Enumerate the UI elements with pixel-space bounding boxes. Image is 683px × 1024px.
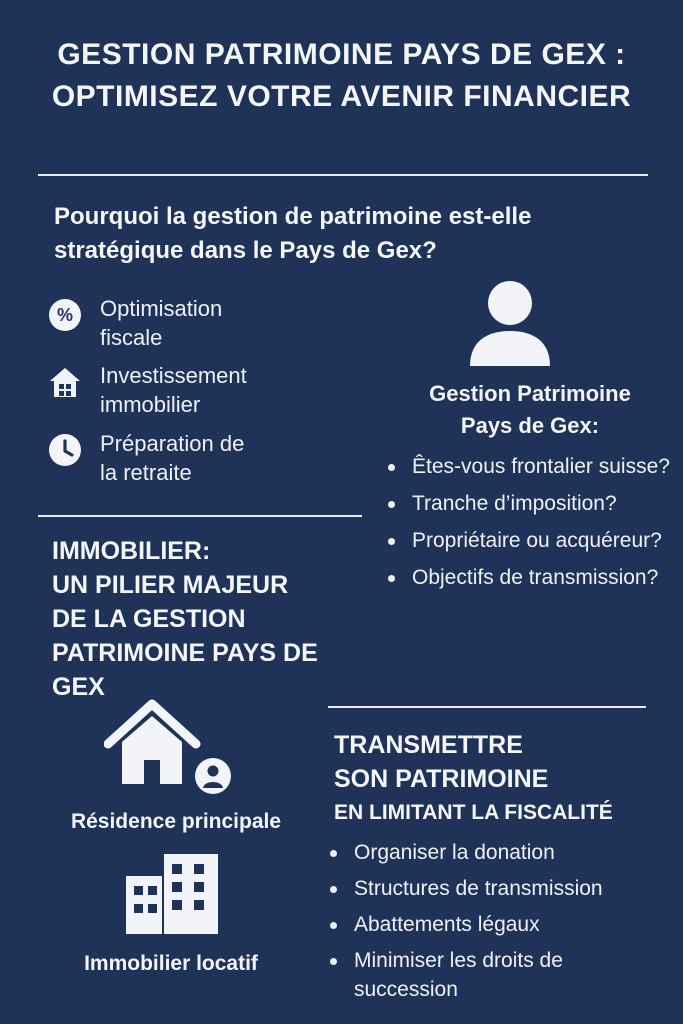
title-line: TRANSMETTRE [334,731,523,759]
feature-item [48,294,308,352]
section-divider [38,515,362,517]
real-estate-title [52,534,372,704]
list-item: Organiser la donation [328,838,673,867]
clock-icon [48,433,82,467]
list-item: Abattements légaux [328,910,673,939]
list-item: Tranche d’imposition? [386,489,676,518]
feature-label-line2: fiscale [100,325,163,350]
profile-questions [386,452,676,600]
list-item: Propriétaire ou acquéreur? [386,526,676,555]
house-icon [48,365,82,399]
percent-icon [48,298,82,332]
title-line: IMMOBILIER: [52,537,211,565]
list-item: Objectifs de transmission? [386,563,676,592]
title-line: EN LIMITANT LA FISCALITÉ [334,801,613,824]
building-icon [124,852,220,934]
page-title: GESTION PATRIMOINE PAYS DE GEX : OPTIMISEZ VOTRE AVENIR FINANCIER [51,38,632,113]
title-line: DE LA GESTION [52,605,246,633]
feature-label-line1: Préparation de [100,431,245,456]
profile-title [400,378,660,442]
feature-label-line1: Investissement [100,363,247,388]
residence-icon [104,698,236,798]
list-item: Minimiser les droits de succession [328,946,604,1004]
intro-question: Pourquoi la gestion de patrimoine est-elle stratégique dans le Pays de Gex? [54,203,532,264]
title-line: GEX [52,673,105,701]
profile-title-line1: Gestion Patrimoine [429,381,631,406]
transmission-title [334,728,674,830]
section-divider [328,706,646,708]
title-divider [38,174,648,176]
feature-label-line1: Optimisation [100,296,223,321]
svg-text:%: % [56,305,74,325]
title-line: PATRIMOINE PAYS DE [52,639,318,667]
profile-title-line2: Pays de Gex: [460,413,600,438]
title-line: UN PILIER MAJEUR [52,571,289,599]
residence-label: Résidence principale [70,810,282,833]
feature-item [48,361,308,419]
list-item: Êtes-vous frontalier suisse? [386,452,676,481]
rental-label: Immobilier locatif [84,952,258,975]
feature-item [48,429,308,487]
feature-label-line2: immobilier [100,392,201,417]
title-line: SON PATRIMOINE [334,765,549,793]
feature-label-line2: la retraite [100,460,192,485]
person-icon [468,280,552,366]
list-item: Structures de transmission [328,874,673,903]
transmission-list [328,838,673,1004]
